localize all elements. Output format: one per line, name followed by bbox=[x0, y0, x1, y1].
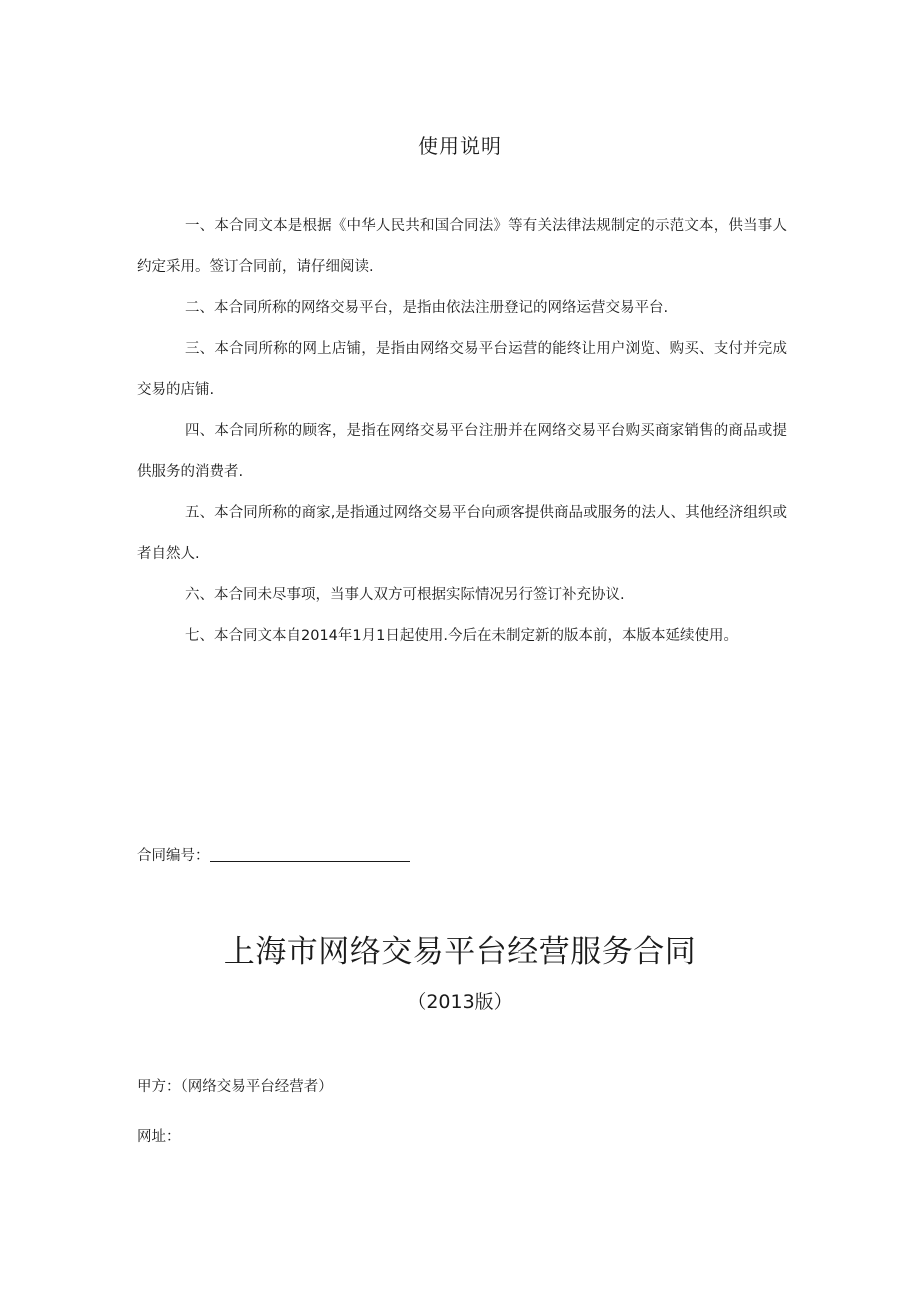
instruction-item-2: 二、本合同所称的网络交易平台，是指由依法注册登记的网络运营交易平台. bbox=[185, 300, 669, 316]
instruction-item-5: 五、本合同所称的商家,是指通过网络交易平台向顽客提供商品或服务的法人、其他经济组织或者自然人. bbox=[137, 505, 787, 562]
instruction-item-3: 三、本合同所称的网上店铺，是指由网络交易平台运营的能终让用户浏览、购买、支付并完成交易的店铺. bbox=[137, 341, 787, 398]
contract-number-label: 合同编号： bbox=[137, 848, 210, 864]
instruction-item-7: 七、本合同文本自2014年1月1日起使用.今后在未制定新的版本前，本版本延续使用。 bbox=[185, 628, 738, 644]
contract-number-blank bbox=[210, 845, 410, 862]
usage-instructions-title: 使用说明 bbox=[418, 134, 502, 158]
contract-number-field bbox=[137, 844, 410, 868]
instruction-item-4: 四、本合同所称的顾客，是指在网络交易平台注册并在网络交易平台购买商家销售的商品或提供服务的消费者. bbox=[137, 423, 787, 480]
usage-instructions bbox=[137, 206, 787, 657]
party-a-label: 甲方：（网络交易平台经营者） bbox=[137, 1079, 333, 1095]
website-label: 网址： bbox=[137, 1129, 181, 1145]
instruction-item-6: 六、本合同未尽事项，当事人双方可根据实际情况另行签订补充协议. bbox=[185, 587, 625, 603]
contract-title: 上海市网络交易平台经营服务合同 bbox=[223, 934, 697, 970]
instruction-item-1: 一、本合同文本是根据《中华人民共和国合同法》等有关法律法规制定的示范文本，供当事人约定采用。签订合同前，请仔细阅读. bbox=[137, 218, 787, 275]
contract-edition: （2013版） bbox=[407, 991, 513, 1013]
